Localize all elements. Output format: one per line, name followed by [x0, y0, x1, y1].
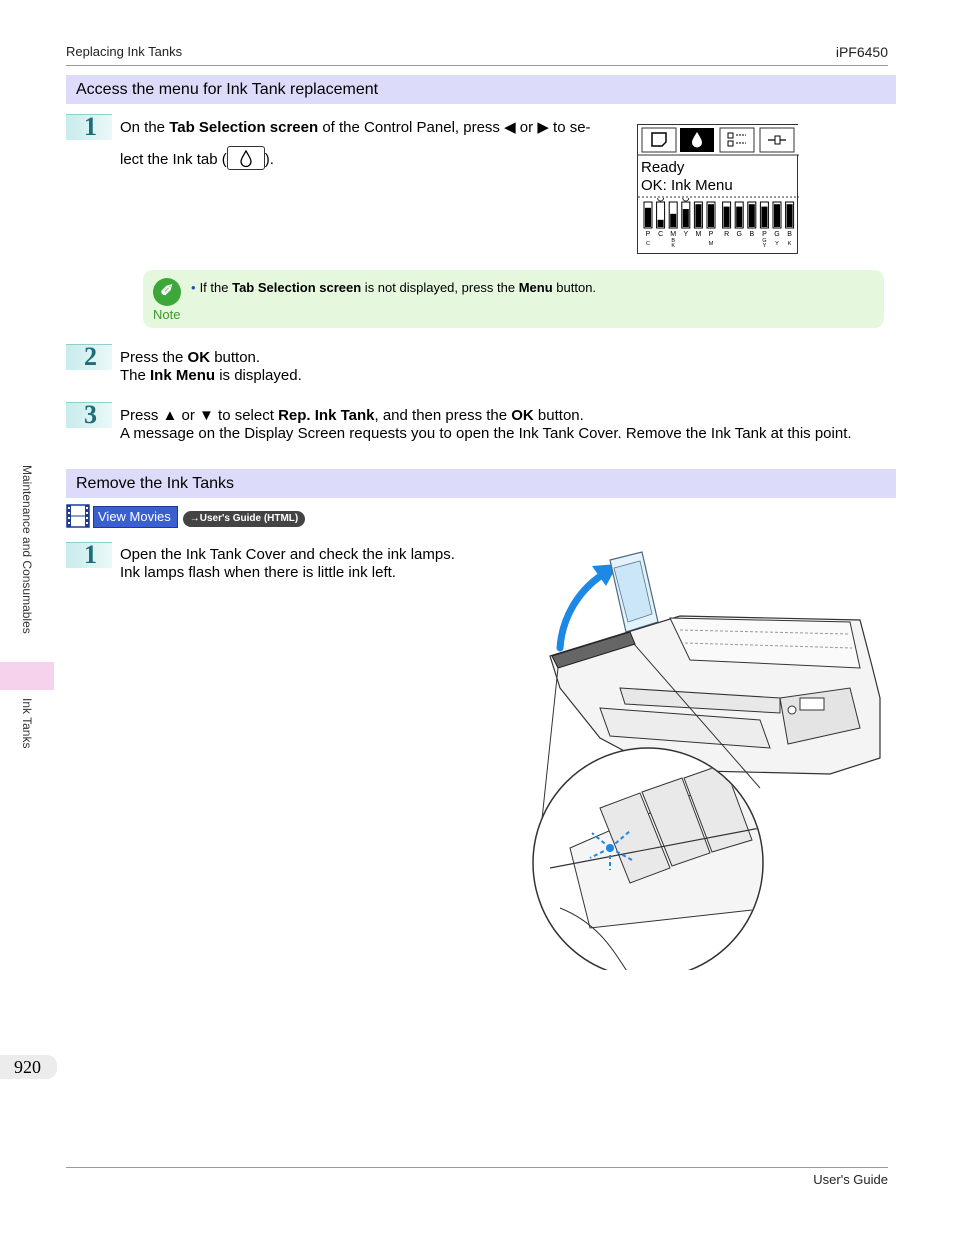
ink-level-gauges	[638, 198, 799, 254]
header-rule	[66, 65, 888, 66]
ink-color-sublabel: Y	[775, 241, 779, 247]
step-2-text: Press the OK button. The Ink Menu is displayed.	[120, 349, 302, 384]
section-title-access-menu: Access the menu for Ink Tank replacement	[66, 75, 896, 104]
step-number: 2	[66, 344, 112, 370]
ink-color-label: Y	[683, 231, 689, 238]
control-panel-display	[637, 124, 798, 254]
note-pencil-icon: ✐	[153, 278, 181, 306]
ink-gauge-level	[670, 214, 676, 227]
ink-gauge-level	[749, 204, 755, 227]
film-strip-icon	[66, 504, 90, 528]
users-guide-html-link[interactable]: →User's Guide (HTML)	[183, 511, 305, 527]
remove-step-1-text: Open the Ink Tank Cover and check the ink lamps. Ink lamps flash when there is little ink left.	[120, 546, 455, 581]
step-number: 1	[66, 114, 112, 140]
page-number: 920	[0, 1055, 57, 1079]
note-box	[143, 270, 884, 328]
display-line-ok-ink-menu: OK: Ink Menu	[641, 177, 733, 194]
ink-gauge-level	[736, 207, 742, 227]
ink-color-label: P	[762, 231, 767, 238]
step-number: 3	[66, 402, 112, 428]
view-movies-button[interactable]: View Movies	[93, 506, 178, 528]
ink-gauge-level	[645, 208, 651, 227]
note-text: • If the Tab Selection screen is not displayed, press the Menu button.	[191, 280, 597, 295]
ink-gauge-level	[683, 209, 689, 227]
sidebar-chapter-label: Maintenance and Consumables	[20, 465, 34, 634]
printer-ink-tank-illustration	[530, 548, 888, 970]
low-ink-warning-icon	[683, 198, 689, 201]
running-footer-right: User's Guide	[813, 1172, 888, 1187]
ink-color-label: B	[787, 231, 792, 238]
footer-rule	[66, 1167, 888, 1168]
ink-color-sublabel: C	[646, 241, 650, 247]
section-title-remove-ink-tanks: Remove the Ink Tanks	[66, 469, 896, 498]
sidebar-active-marker	[0, 662, 54, 690]
ink-color-sublabel: B	[671, 238, 676, 244]
ink-color-label: B	[749, 231, 755, 238]
ink-color-sublabel: Y	[762, 243, 767, 249]
ink-color-sublabel: K	[671, 243, 676, 249]
running-header-left: Replacing Ink Tanks	[66, 44, 183, 59]
step-number: 1	[66, 542, 112, 568]
low-ink-warning-icon	[658, 198, 664, 201]
step-1-text: On the Tab Selection screen of the Control Panel, press ◀ or ▶ to se- lect the Ink tab ( ).	[120, 119, 591, 168]
sidebar-section-tab[interactable]	[0, 698, 54, 758]
ink-gauge-level	[787, 204, 793, 227]
ink-color-label: M	[670, 231, 677, 238]
left-arrow-icon: ◀	[504, 119, 516, 136]
ink-color-label: P	[708, 231, 714, 238]
ink-gauge-level	[761, 207, 767, 227]
step-3-text: Press ▲ or ▼ to select Rep. Ink Tank, and then press the OK button. A message on the Display Screen requests you to open the Ink Tank Cover. Remove the Ink Tank at this point.	[120, 407, 852, 442]
note-label: Note	[153, 307, 181, 322]
ink-color-label: G	[736, 231, 742, 238]
ink-color-label: G	[774, 231, 780, 238]
ink-gauge-level	[658, 220, 664, 227]
ink-color-label: P	[645, 231, 651, 238]
sidebar-chapter-tab[interactable]	[0, 465, 54, 660]
ink-color-sublabel: M	[708, 241, 714, 247]
ink-color-label: R	[724, 231, 730, 238]
ink-drop-tab-icon	[227, 146, 265, 170]
ink-gauge-level	[695, 204, 701, 227]
ink-color-label: C	[658, 231, 664, 238]
sidebar-section-label: Ink Tanks	[20, 698, 34, 749]
ink-gauge-level	[708, 204, 714, 227]
right-arrow-icon: ▶	[537, 119, 549, 136]
ink-gauge-level	[724, 207, 730, 227]
display-line-ready: Ready	[641, 159, 685, 176]
bullet-icon: •	[191, 280, 196, 295]
ink-color-label: M	[695, 231, 702, 238]
running-header-right: iPF6450	[835, 44, 888, 60]
ink-color-sublabel: G	[762, 238, 767, 244]
ink-color-sublabel: K	[787, 241, 792, 247]
ink-gauge-level	[774, 204, 780, 227]
